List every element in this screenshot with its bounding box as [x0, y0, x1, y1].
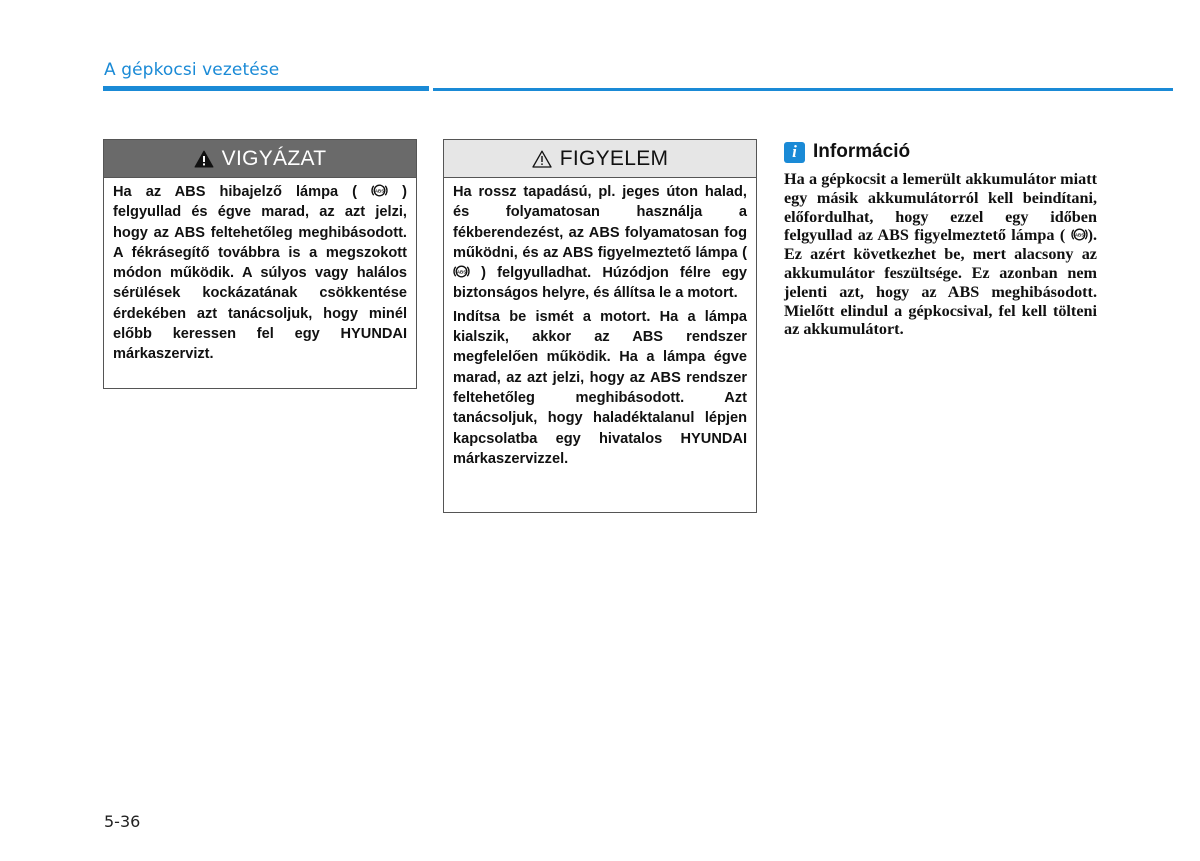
svg-text:ABS: ABS — [1074, 232, 1084, 238]
warning-text-end: ) felgyullad és égve marad, az azt jelzi, hogy az ABS feltehetőleg meghibásodott. A fékrásegítő továbbra is a megszokott módon működik. A súlyos vagy halálos sérülések kockázatának csökkentése érdekében azt tanácsoljuk, hogy minél előbb keressen fel egy HYUNDAI márkaszervizt. — [113, 184, 407, 363]
info-text-end: ). Ez azért következhet be, mert alacsony az akkumulátor feszültsége. Ez azonban nem jelenti azt, hogy az ABS meghibásodott. Mielőtt elindul a gépkocsival, fel kell tölteni az akkumulátort. — [784, 226, 1098, 339]
info-header — [784, 141, 910, 163]
caution-box-header — [444, 140, 756, 178]
caution-triangle-icon — [532, 150, 552, 168]
header-rule-thick — [103, 86, 429, 91]
abs-warning-lamp-icon — [371, 182, 388, 199]
warning-box — [103, 139, 417, 389]
abs-warning-lamp-icon — [1071, 226, 1088, 243]
info-text-start: Ha a gépkocsit a lemerült akkumulátor miatt egy másik akkumulátorról kell beindítani, előfordulhat, hogy ezzel egy időben felgyullad az ABS figyelmeztető lámpa ( — [784, 170, 1097, 245]
caution-text — [444, 178, 756, 469]
section-title: A gépkocsi vezetése — [104, 60, 280, 80]
warning-triangle-icon — [194, 150, 214, 168]
info-text — [784, 170, 1097, 339]
caution-p1-end: ) felgyulladhat. Húzódjon félre egy biztonságos helyre, és állítsa le a motort. — [453, 265, 748, 302]
svg-text:ABS: ABS — [456, 269, 467, 275]
abs-warning-lamp-icon — [453, 263, 470, 280]
warning-heading: VIGYÁZAT — [221, 146, 327, 170]
caution-box — [443, 139, 757, 513]
info-heading: Információ — [813, 141, 911, 162]
caution-p1-start: Ha rossz tapadású, pl. jeges úton halad, és folyamatosan használja a fékberendezést, az ABS folyamatosan fog működni, és az ABS figyelmeztető lámpa ( — [453, 184, 747, 261]
caution-heading: FIGYELEM — [559, 146, 669, 170]
caution-paragraph-2: Indítsa be ismét a motort. Ha a lámpa kialszik, akkor az ABS rendszer megfelelően működik. Ha a lámpa égve marad, az azt jelzi, hogy az ABS rendszer feltehetőleg meghibásodott. Azt tanácsoljuk, hogy haladéktalanul lépjen kapcsolatba egy hivatalos HYUNDAI márkaszervizzel. — [453, 308, 747, 467]
header-rule-thin — [433, 88, 1173, 91]
svg-text:ABS: ABS — [374, 188, 385, 194]
info-icon: i — [784, 142, 805, 163]
warning-text-start: Ha az ABS hibajelző lámpa ( — [113, 184, 358, 200]
warning-box-header — [104, 140, 416, 178]
warning-text — [104, 178, 416, 365]
caution-paragraph-1 — [453, 182, 747, 304]
page-number: 5-36 — [104, 812, 141, 831]
